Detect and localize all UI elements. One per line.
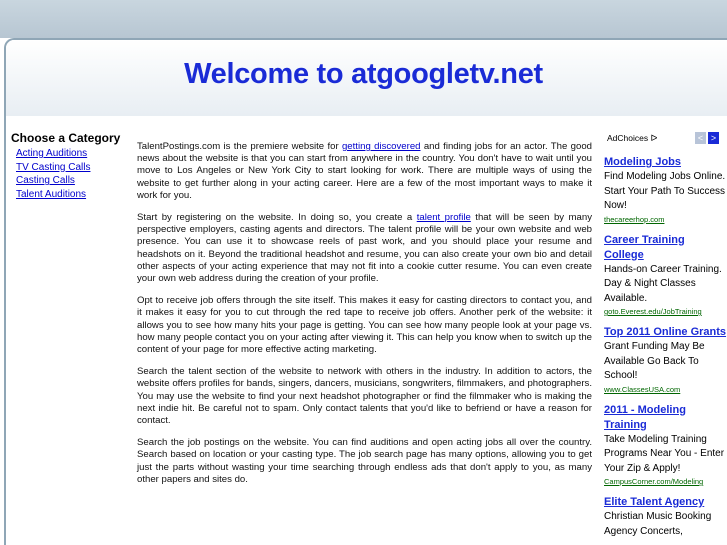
ads-next-button[interactable]: > — [708, 132, 719, 144]
ad-url[interactable]: goto.Everest.edu/JobTraining — [604, 307, 702, 316]
ad-item[interactable] — [604, 495, 727, 539]
ad-header — [600, 131, 727, 147]
ad-url[interactable]: www.ClassesUSA.com — [604, 384, 681, 394]
ad-item[interactable] — [604, 155, 727, 225]
ad-description: Christian Music Booking Agency Concerts, — [604, 511, 712, 537]
ads-prev-button[interactable]: < — [695, 132, 706, 144]
paragraph: Search the job postings on the website. You can find auditions and open acting jobs all over the country. Search based on location or your casting type. The job search page has many options, allowing you to get just the parts without wasting your time searching through endless ads that don't apply to you, as many other papers and sites do. — [137, 437, 592, 485]
ad-title[interactable]: Career Training College — [604, 233, 685, 261]
site-title: Welcome to atgoogletv.net — [184, 58, 543, 90]
paragraph-text: Start by registering on the website. In doing so, you create a — [137, 212, 417, 224]
ad-title[interactable]: Modeling Jobs — [604, 156, 681, 168]
top-bar — [0, 0, 727, 38]
ad-title[interactable]: Elite Talent Agency — [604, 496, 705, 508]
sidebar-heading: Choose a Category — [11, 131, 121, 145]
ad-item[interactable] — [604, 325, 727, 395]
paragraph: Opt to receive job offers through the site itself. This makes it easy for casting directors to contact you, and it makes it easy for you to cut through the red tape to receive job offers. Another perk of the website: it allows you to see how many hits your page is getting. You can see how many people look at your page vs. how many people contact you on your acting after viewing it. This can help you know when to switch up the content of your page for more effective acting marketing. — [137, 295, 592, 356]
ad-description: Take Modeling Training Programs Near You - Enter Your Zip & Apply! — [604, 433, 725, 474]
sidebar-link-tv-casting-calls[interactable]: TV Casting Calls — [16, 161, 91, 173]
sidebar-link-casting-calls[interactable]: Casting Calls — [16, 175, 75, 186]
paragraph — [137, 141, 592, 202]
ad-description: Find Modeling Jobs Online. Start Your Path To Success Now! — [604, 171, 726, 211]
adchoices-label: AdChoices — [607, 133, 649, 143]
sidebar-link-talent-auditions[interactable]: Talent Auditions — [16, 188, 87, 200]
ad-url[interactable]: CampusCorner.com/Modeling — [604, 477, 704, 486]
category-sidebar — [11, 131, 131, 201]
article-content — [137, 141, 592, 496]
paragraph-text: that will be seen by many perspective employers, casting agents and directors. The talent profile will be your own website and web presence. You can use it to showcase reels of past work, and you should place your resume and headshots on it. Beyond the traditional headshot and resume, you can also create your own bio and detail other aspects of your acting experience that may not fit into a cookie cutter resume. You can even create your own web address during the creation of your profile. — [137, 212, 593, 285]
paragraph-text: and finding jobs for an actor. The good news about the website is that you can start from anywhere in the country. You don't have to wait until you move to Los Angeles or New York City to start looking for work. There are multiple ways of using the website to get further along in your acting career. Here are a few of the most important ways to make it work for you. — [137, 141, 592, 201]
ad-item[interactable] — [604, 403, 727, 488]
sidebar-link-acting-auditions[interactable]: Acting Auditions — [16, 148, 88, 159]
adchoices-icon: ᐅ — [650, 133, 658, 143]
ad-title[interactable]: Top 2011 Online Grants — [604, 326, 727, 338]
ad-url[interactable]: thecareerhop.com — [604, 214, 665, 224]
ad-description: Hands-on Career Training. Day & Night Classes Available. — [604, 263, 722, 304]
ad-item[interactable] — [604, 233, 727, 318]
paragraph-text: TalentPostings.com is the premiere website for — [137, 141, 342, 152]
ads-column — [600, 131, 727, 539]
paragraph — [137, 212, 592, 285]
talent-profile-link[interactable]: talent profile — [416, 212, 471, 224]
paragraph: Search the talent section of the website to network with others in the industry. In addition to actors, the website offers profiles for bands, singers, dancers, musicians, songwriters, filmmakers, and photographers. You may use the website to find your next headshot photographer or find the filmmaker who is making the next indie hit. Be careful not to spam. Only contact talents that you'd like to befriend or have a reason for contact. — [137, 366, 592, 427]
adchoices-link[interactable] — [607, 133, 657, 144]
ad-description: Grant Funding May Be Available Go Back To School! — [604, 341, 705, 381]
ad-title[interactable]: 2011 - Modeling Training — [604, 403, 686, 431]
getting-discovered-link[interactable]: getting discovered — [341, 141, 421, 152]
